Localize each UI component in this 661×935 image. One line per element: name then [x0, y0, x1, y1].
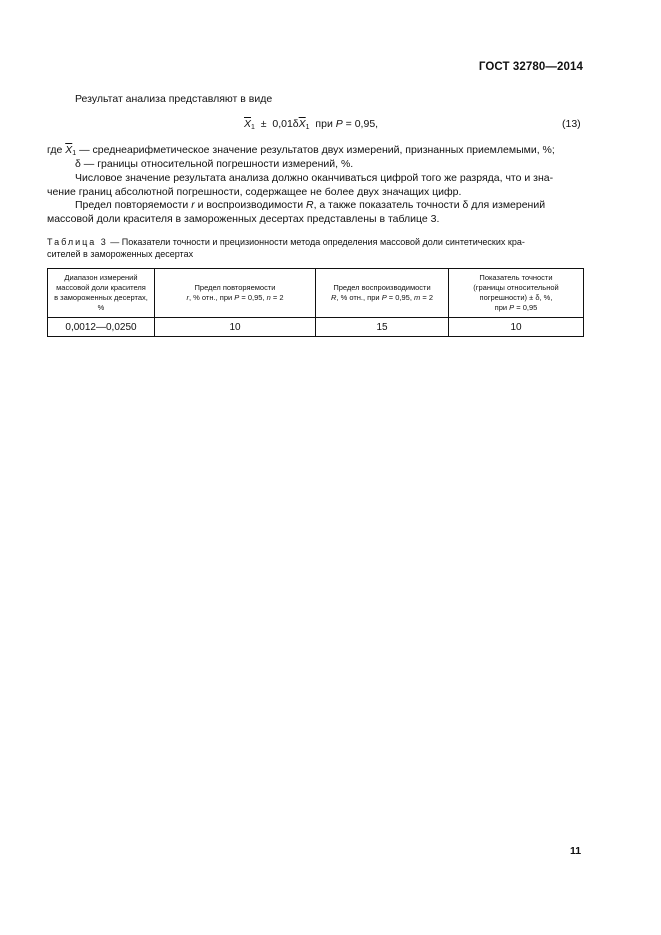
header-accuracy-l4 [452, 303, 580, 313]
formula-plusminus: ± [260, 118, 267, 130]
paragraph2-part-a: Предел повторяемости [75, 199, 192, 211]
header-accuracy-l1: Показатель точности [479, 273, 553, 282]
header-range [48, 269, 155, 318]
where-line-2 [75, 157, 353, 172]
header-accuracy [449, 269, 584, 318]
header-accuracy-l3: погрешности) ± δ, %, [479, 293, 553, 302]
table-header-row [48, 269, 584, 318]
where-var: $\overline{X}$ [65, 144, 73, 156]
header-reproducibility-l1: Предел воспроизводимости [333, 283, 431, 292]
header-accuracy-l2: (границы относительной [473, 283, 559, 292]
where-text-2: — границы относительной погрешности измерений, %. [83, 158, 354, 170]
header-reproducibility [316, 269, 449, 318]
header-rep-P: P [234, 293, 240, 302]
paragraph2-part-c: , а также показатель точности δ для измерений [313, 199, 546, 211]
header-R: R [331, 293, 337, 302]
header-repro-P: P [381, 293, 387, 302]
paragraph1-line1: Числовое значение результата анализа должно оканчиваться цифрой того же разряда, что и зна- [75, 172, 554, 184]
table-caption-line2: сителей в замороженных десертах [47, 249, 194, 259]
paragraph2-R: R [305, 199, 314, 211]
header-rep-text: , % отн., при [189, 293, 235, 302]
where-delta: δ [75, 158, 81, 170]
cell-accuracy: 10 [449, 318, 584, 337]
header-repeatability-l2 [158, 293, 312, 303]
formula-cond-val: = 0,95, [345, 118, 379, 130]
header-m: m [414, 293, 421, 302]
cell-repeatability: 10 [155, 318, 316, 337]
paragraph2-part-b: и воспроизводимости [194, 199, 306, 211]
header-reproducibility-l2 [319, 293, 445, 303]
header-m-val: = 2 [420, 293, 433, 302]
formula-var-2: $\overline{X}$ [298, 118, 306, 130]
header-n: n [266, 293, 271, 302]
header-acc-P: P [509, 303, 515, 312]
header-acc-pri: при [494, 303, 510, 312]
cell-reproducibility: 15 [316, 318, 449, 337]
header-range-l2: массовой доли красителя [56, 283, 146, 292]
table-caption-rest: — Показатели точности и прецизионности метода определения массовой доли синтетических кра- [107, 237, 525, 247]
intro-text: Результат анализа представляют в виде [75, 93, 273, 105]
header-rep-val: = 0,95, [239, 293, 267, 302]
formula-var: $\overline{X}$ [244, 118, 252, 130]
header-repro-val: = 0,95, [386, 293, 415, 302]
paragraph2-r: r [191, 199, 195, 211]
formula-cond-pre: при [315, 118, 333, 130]
header-r: r [186, 293, 189, 302]
where-lead: где [47, 144, 63, 156]
page-number: 11 [570, 845, 582, 857]
header-repro-text: , % отн., при [336, 293, 382, 302]
header-acc-val: = 0,95 [514, 303, 538, 312]
where-text-1: — среднеарифметическое значение результатов двух измерений, признанных приемлемыми, %; [79, 144, 555, 156]
table-caption-line1 [47, 236, 525, 248]
formula-sub: 1 [251, 124, 255, 131]
document-code: ГОСТ 32780—2014 [478, 61, 583, 73]
table-row [48, 318, 584, 337]
formula-coef: 0,01δ [272, 118, 299, 130]
header-repeatability [155, 269, 316, 318]
header-repeatability-l1: Предел повторяемости [194, 283, 276, 292]
header-range-l3: в замороженных десертах, % [54, 293, 148, 312]
where-sub: 1 [72, 150, 77, 157]
where-line-1 [47, 143, 555, 158]
paragraph2-line1 [75, 198, 545, 213]
header-range-l1: Диапазон измерений [64, 273, 138, 282]
formula-number: (13) [562, 118, 581, 130]
cell-range: 0,0012—0,0250 [48, 318, 155, 337]
formula-sub-2: 1 [305, 124, 310, 131]
table-caption-label: Таблица 3 [47, 237, 108, 247]
paragraph1-line2: чение границ абсолютной погрешности, содержащее не более двух значащих цифр. [47, 186, 462, 198]
formula-cond-var: P [335, 118, 343, 130]
formula-13 [244, 117, 378, 132]
paragraph2-line2: массовой доли красителя в замороженных десертах представлены в таблице 3. [47, 213, 440, 225]
precision-table [47, 268, 584, 337]
header-n-val: = 2 [270, 293, 284, 302]
